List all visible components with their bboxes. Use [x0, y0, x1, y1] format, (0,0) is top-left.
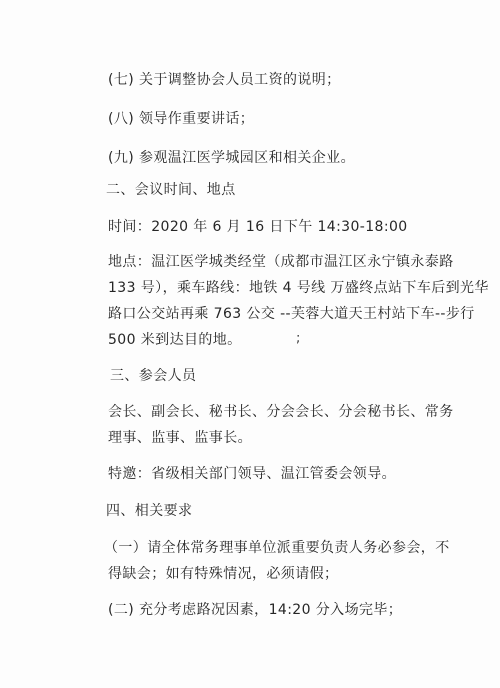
section-heading-meeting-time-location: 二、会议时间、地点	[106, 182, 236, 198]
attendees-line: 会长、副会长、秘书长、分会会长、分会秘书长、常务	[108, 404, 454, 420]
stray-mark: ;	[296, 331, 301, 346]
meeting-location-line: 133 号），乘车路线：地铁 4 号线 万盛终点站下车后到光华	[108, 280, 489, 296]
meeting-location-line: 路口公交站再乘 763 公交 --芙蓉大道天王村站下车--步行	[108, 306, 475, 322]
section-heading-attendees: 三、参会人员	[110, 368, 197, 384]
meeting-time: 时间：2020 年 6 月 16 日下午 14:30-18:00	[108, 219, 408, 235]
agenda-item-7: (七) 关于调整协会人员工资的说明；	[108, 72, 341, 88]
requirement-1-line: 得缺会；如有特殊情况，必须请假；	[108, 566, 339, 582]
special-invitees: 特邀：省级相关部门领导、温江管委会领导。	[108, 466, 396, 482]
agenda-item-8: (八) 领导作重要讲话；	[108, 111, 255, 127]
requirement-1-line: （一）请全体常务理事单位派重要负责人务必参会，不	[104, 540, 450, 556]
section-heading-requirements: 四、相关要求	[106, 503, 193, 519]
requirement-2: (二) 充分考虑路况因素，14:20 分入场完毕；	[108, 602, 403, 618]
meeting-location-line: 500 米到达目的地。	[108, 332, 242, 348]
meeting-location-line: 地点：温江医学城类经堂（成都市温江区永宁镇永泰路	[108, 254, 454, 270]
attendees-line: 理事、监事、监事长。	[108, 430, 252, 446]
agenda-item-9: (九) 参观温江医学城园区和相关企业。	[108, 150, 355, 166]
